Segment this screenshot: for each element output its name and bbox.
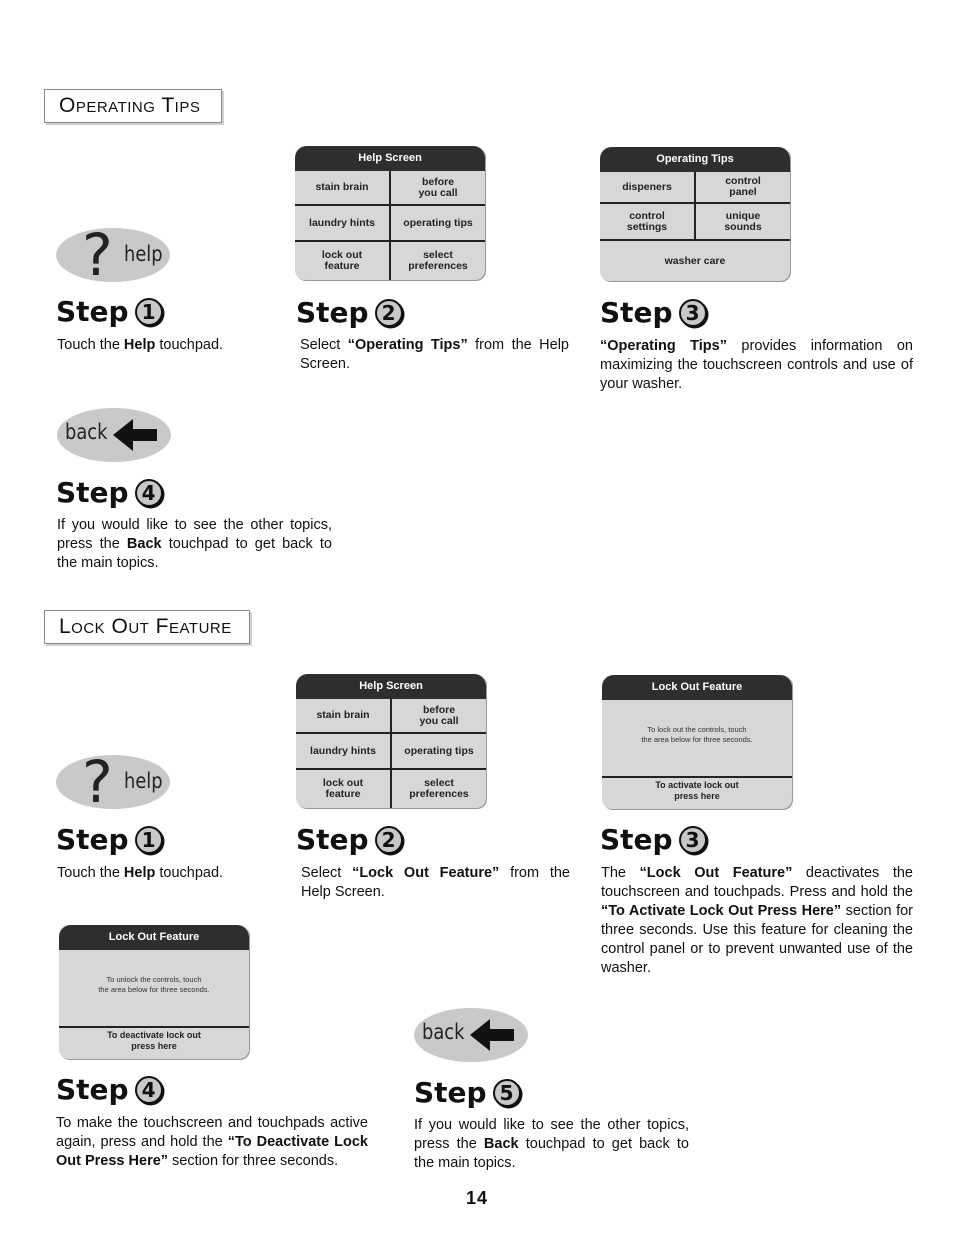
help-pad-label: help: [124, 242, 163, 266]
lock-out-message: To lock out the controls, touch the area below for three seconds.: [641, 725, 753, 744]
help-touchpad[interactable]: [56, 221, 170, 289]
question-mark-icon: ?: [82, 748, 113, 816]
back-arrow-icon: [468, 1017, 516, 1053]
lock-step-4-text: To make the touchscreen and touchpads active again, press and hold the “To Deactivate Lock Out Press Here” section for three seconds.: [56, 1115, 368, 1169]
tips-cell-dispeners[interactable]: dispeners: [622, 180, 672, 193]
operating-tips-display: [600, 147, 790, 281]
help-cell-operating-tips[interactable]: operating tips: [403, 216, 473, 229]
lock-step-3-heading: Step 3: [600, 824, 707, 856]
help-cell-before-you-call[interactable]: before you call: [419, 703, 459, 727]
lock-step-5-text: If you would like to see the other topics, press the Back touchpad to get back to the main topics.: [414, 1117, 689, 1171]
section-title-lock-out-feature: Lock Out Feature: [44, 610, 250, 644]
help-screen-display: [295, 146, 485, 280]
back-pad-label: back: [422, 1020, 465, 1044]
question-mark-icon: ?: [82, 221, 113, 289]
deactivate-lock-out-area[interactable]: To deactivate lock out press here: [107, 1030, 201, 1051]
op-step-3-text: “Operating Tips” provides information on maximizing the touchscreen controls and use of your washer.: [600, 338, 913, 392]
page-number: 14: [465, 1188, 489, 1208]
help-cell-stain-brain[interactable]: stain brain: [316, 709, 370, 721]
help-pad-label: help: [124, 769, 163, 793]
op-step-1-heading: Step 1: [56, 296, 163, 328]
help-cell-laundry-hints[interactable]: laundry hints: [309, 216, 375, 229]
op-step-3-heading: Step 3: [600, 297, 707, 329]
tips-cell-control-settings[interactable]: control settings: [626, 209, 668, 233]
help-screen-display-2: [296, 674, 486, 808]
help-touchpad-2[interactable]: [56, 748, 170, 816]
lock-out-screen-title: Lock Out Feature: [602, 675, 792, 700]
op-step-1-text: Touch the Help touchpad.: [57, 337, 224, 353]
help-cell-select-preferences[interactable]: select preferences: [409, 777, 469, 800]
lock-step-2-text: Select “Lock Out Feature” from the Help Screen.: [301, 865, 570, 900]
op-step-2-text: Select “Operating Tips” from the Help Screen.: [300, 337, 569, 372]
lock-step-4-heading: Step 4: [56, 1074, 163, 1106]
help-cell-stain-brain[interactable]: stain brain: [315, 181, 369, 193]
section-title-operating-tips: Operating Tips: [44, 89, 222, 123]
help-cell-select-preferences[interactable]: select preferences: [408, 249, 468, 272]
back-touchpad-2[interactable]: [414, 1008, 528, 1062]
help-cell-before-you-call[interactable]: before you call: [418, 175, 458, 199]
help-cell-laundry-hints[interactable]: laundry hints: [310, 744, 376, 757]
unlock-screen-title: Lock Out Feature: [59, 925, 249, 950]
back-touchpad[interactable]: [57, 408, 171, 462]
tips-cell-unique-sounds[interactable]: unique sounds: [724, 209, 762, 233]
lock-step-5-heading: Step 5: [414, 1077, 521, 1109]
tips-cell-washer-care[interactable]: washer care: [664, 254, 726, 267]
help-cell-operating-tips[interactable]: operating tips: [404, 744, 474, 757]
lock-step-3-text: The “Lock Out Feature” deactivates the touchscreen and touchpads. Press and hold the “To Activate Lock Out Press Here” section for three seconds. Use this feature for cleaning the control panel or to prevent unwanted use of the washer.: [601, 865, 914, 976]
op-step-2-heading: Step 2: [296, 297, 403, 329]
back-arrow-icon: [111, 417, 159, 453]
help-screen-title-2: Help Screen: [296, 674, 486, 699]
unlock-message: To unlock the controls, touch the area below for three seconds.: [98, 975, 210, 994]
activate-lock-out-area[interactable]: To activate lock out press here: [655, 780, 739, 801]
lock-step-2-heading: Step 2: [296, 824, 403, 856]
lock-step-1-text: Touch the Help touchpad.: [57, 865, 224, 881]
op-step-4-text: If you would like to see the other topics, press the Back touchpad to get back to the main topics.: [57, 517, 332, 571]
lock-step-1-heading: Step 1: [56, 824, 163, 856]
tips-cell-control-panel[interactable]: control panel: [725, 175, 761, 198]
help-screen-title: Help Screen: [295, 146, 485, 171]
lock-out-display: [602, 675, 792, 809]
back-pad-label: back: [65, 420, 108, 444]
op-step-4-heading: Step 4: [56, 477, 163, 509]
unlock-display: [59, 925, 249, 1059]
help-cell-lock-out-feature[interactable]: lock out feature: [322, 777, 364, 800]
help-cell-lock-out-feature[interactable]: lock out feature: [321, 249, 363, 272]
operating-tips-screen-title: Operating Tips: [600, 147, 790, 172]
